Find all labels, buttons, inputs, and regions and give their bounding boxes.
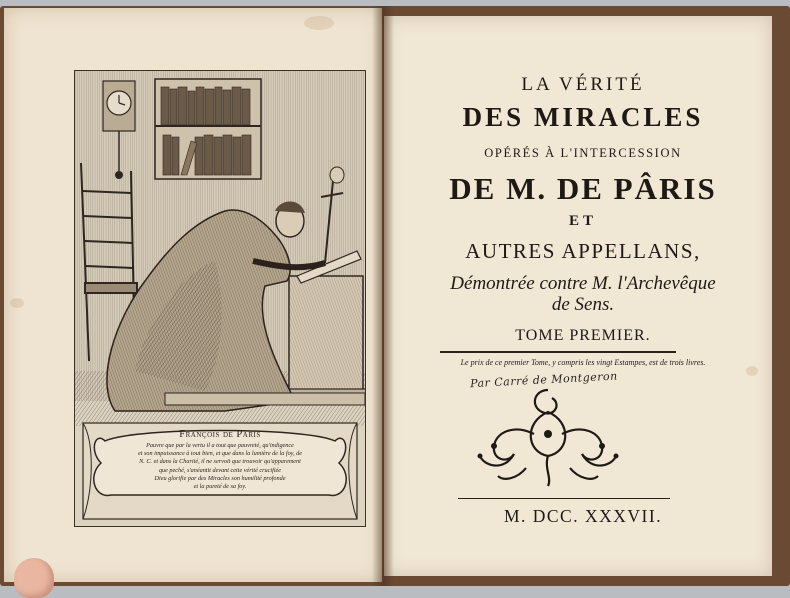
- title-line-4: DE M. DE PÂRIS: [449, 171, 717, 206]
- subtitle: [404, 273, 762, 315]
- price-note: Le prix de ce premier Tome, y compris les vingt Estampes, est de trois livres.: [460, 358, 706, 367]
- tome-label: TOME PREMIER.: [515, 327, 651, 344]
- title-line-1: LA VÉRITÉ: [521, 74, 645, 95]
- handwritten-inscription: Par Carré de Montgeron: [469, 369, 618, 391]
- imprint-date: M. DCC. XXXVII.: [503, 506, 663, 526]
- title-line-2: DES MIRACLES: [462, 102, 704, 132]
- printers-ornament-icon: [474, 382, 622, 490]
- foxing-spot: [10, 298, 24, 308]
- cartouche-line: que peché, s'anéantit devant cette vérité crucifiée: [158, 466, 282, 474]
- cartouche-line: Pauvre que par la vertu il a tout que pauvreté, qu'indigence: [146, 442, 294, 449]
- bookshelf-icon: [155, 79, 261, 179]
- title-line-3: OPÉRÉS À L'INTERCESSION: [484, 146, 682, 160]
- subtitle-line-2: de Sens.: [551, 294, 615, 315]
- divider-rule: [440, 351, 676, 353]
- foxing-spot: [746, 366, 758, 376]
- book-gutter: [372, 6, 394, 586]
- title-line-6: AUTRES APPELLANS,: [465, 239, 701, 263]
- divider-rule-bottom: [458, 498, 670, 499]
- frontispiece-engraving: [74, 70, 366, 527]
- cartouche-title: François de Paris: [179, 429, 261, 440]
- reader-thumb: [14, 558, 54, 598]
- cartouche-line: et la pureté de sa foy.: [193, 483, 247, 491]
- title-line-5: ET: [568, 213, 597, 229]
- cartouche-line: Dieu glorifie par des Miracles son humilité profonde: [154, 474, 286, 482]
- subtitle-line-1: Démontrée contre M. l'Archevêque: [450, 273, 716, 294]
- cartouche-line: et son impuissance à tout bien, et que dans la lumière de la foy, de: [137, 450, 303, 458]
- cartouche-line: N. C. et dans la Charité, il ne servoit que trouvoir qu'apparement: [139, 458, 301, 466]
- cartouche-body: [105, 442, 335, 491]
- cartouche-text: [105, 429, 335, 491]
- foxing-spot: [304, 16, 334, 30]
